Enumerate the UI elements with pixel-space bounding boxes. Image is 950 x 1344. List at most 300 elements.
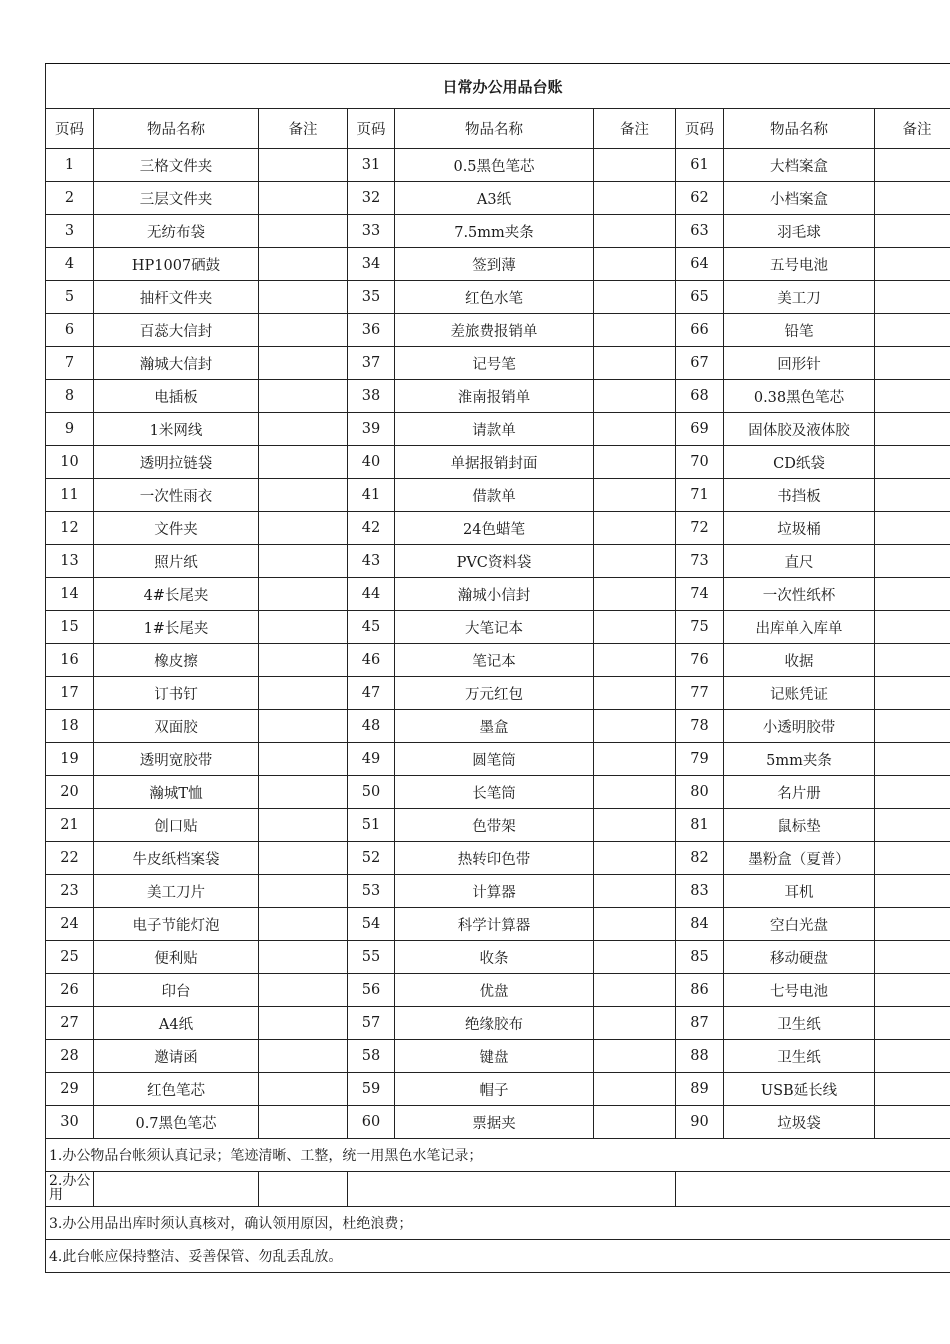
remark-cell bbox=[259, 149, 348, 182]
remark-cell bbox=[594, 1007, 676, 1040]
page-number-cell: 80 bbox=[676, 776, 724, 809]
page-number-cell: 20 bbox=[46, 776, 94, 809]
item-name-cell: 墨盒 bbox=[395, 710, 594, 743]
remark-cell bbox=[875, 479, 950, 512]
page-number-cell: 39 bbox=[348, 413, 395, 446]
page-number-cell: 74 bbox=[676, 578, 724, 611]
remark-cell bbox=[594, 875, 676, 908]
table-row bbox=[46, 413, 950, 446]
page-number-cell: 10 bbox=[46, 446, 94, 479]
page-number-cell: 81 bbox=[676, 809, 724, 842]
remark-cell bbox=[259, 1106, 348, 1139]
item-name-cell: 书挡板 bbox=[724, 479, 875, 512]
page-number-cell: 84 bbox=[676, 908, 724, 941]
page-number-cell: 44 bbox=[348, 578, 395, 611]
table-row bbox=[46, 1007, 950, 1040]
table-row bbox=[46, 908, 950, 941]
item-name-cell: 红色笔芯 bbox=[94, 1073, 259, 1106]
page-number-cell: 13 bbox=[46, 545, 94, 578]
item-name-cell: 1#长尾夹 bbox=[94, 611, 259, 644]
item-name-cell: 三格文件夹 bbox=[94, 149, 259, 182]
page-number-cell: 29 bbox=[46, 1073, 94, 1106]
note-4: 4.此台帐应保持整洁、妥善保管、勿乱丢乱放。 bbox=[46, 1240, 950, 1273]
remark-cell bbox=[594, 380, 676, 413]
item-name-cell: 大档案盒 bbox=[724, 149, 875, 182]
page-number-cell: 42 bbox=[348, 512, 395, 545]
page-number-cell: 65 bbox=[676, 281, 724, 314]
header-row bbox=[46, 109, 950, 149]
header-page-no: 页码 bbox=[46, 109, 94, 149]
page-number-cell: 64 bbox=[676, 248, 724, 281]
table-row bbox=[46, 842, 950, 875]
item-name-cell: 1米网线 bbox=[94, 413, 259, 446]
remark-cell bbox=[259, 776, 348, 809]
remark-cell bbox=[594, 182, 676, 215]
remark-cell bbox=[259, 182, 348, 215]
page-number-cell: 76 bbox=[676, 644, 724, 677]
remark-cell bbox=[259, 512, 348, 545]
item-name-cell: 邀请函 bbox=[94, 1040, 259, 1073]
header-item-name: 物品名称 bbox=[94, 109, 259, 149]
item-name-cell: USB延长线 bbox=[724, 1073, 875, 1106]
remark-cell bbox=[594, 974, 676, 1007]
remark-cell bbox=[259, 611, 348, 644]
table-row bbox=[46, 347, 950, 380]
page-number-cell: 5 bbox=[46, 281, 94, 314]
page-number-cell: 90 bbox=[676, 1106, 724, 1139]
page-number-cell: 14 bbox=[46, 578, 94, 611]
item-name-cell: 记号笔 bbox=[395, 347, 594, 380]
remark-cell bbox=[259, 677, 348, 710]
item-name-cell: 一次性纸杯 bbox=[724, 578, 875, 611]
table-row bbox=[46, 479, 950, 512]
item-name-cell: 美工刀片 bbox=[94, 875, 259, 908]
item-name-cell: 绝缘胶布 bbox=[395, 1007, 594, 1040]
item-name-cell: 出库单入库单 bbox=[724, 611, 875, 644]
page-number-cell: 25 bbox=[46, 941, 94, 974]
remark-cell bbox=[259, 809, 348, 842]
item-name-cell: PVC资料袋 bbox=[395, 545, 594, 578]
page-number-cell: 75 bbox=[676, 611, 724, 644]
item-name-cell: 小透明胶带 bbox=[724, 710, 875, 743]
item-name-cell: A3纸 bbox=[395, 182, 594, 215]
remark-cell bbox=[594, 743, 676, 776]
header-remark: 备注 bbox=[875, 109, 950, 149]
item-name-cell: 双面胶 bbox=[94, 710, 259, 743]
note-row-4 bbox=[46, 1240, 950, 1273]
remark-cell bbox=[259, 413, 348, 446]
item-name-cell: 移动硬盘 bbox=[724, 941, 875, 974]
remark-cell bbox=[875, 578, 950, 611]
item-name-cell: 色带架 bbox=[395, 809, 594, 842]
page-number-cell: 18 bbox=[46, 710, 94, 743]
item-name-cell: 7.5mm夹条 bbox=[395, 215, 594, 248]
page-number-cell: 68 bbox=[676, 380, 724, 413]
page-number-cell: 7 bbox=[46, 347, 94, 380]
page-number-cell: 52 bbox=[348, 842, 395, 875]
table-row bbox=[46, 644, 950, 677]
remark-cell bbox=[875, 314, 950, 347]
page-number-cell: 1 bbox=[46, 149, 94, 182]
table-row bbox=[46, 1106, 950, 1139]
page-number-cell: 88 bbox=[676, 1040, 724, 1073]
remark-cell bbox=[594, 776, 676, 809]
page-number-cell: 16 bbox=[46, 644, 94, 677]
table-row bbox=[46, 875, 950, 908]
remark-cell bbox=[594, 578, 676, 611]
item-name-cell: 印台 bbox=[94, 974, 259, 1007]
note-2-blank bbox=[676, 1172, 950, 1207]
item-name-cell: 五号电池 bbox=[724, 248, 875, 281]
page-number-cell: 69 bbox=[676, 413, 724, 446]
note-1: 1.办公物品台帐须认真记录；笔迹清晰、工整，统一用黑色水笔记录； bbox=[46, 1139, 950, 1172]
page-number-cell: 11 bbox=[46, 479, 94, 512]
remark-cell bbox=[259, 578, 348, 611]
remark-cell bbox=[259, 743, 348, 776]
page-number-cell: 15 bbox=[46, 611, 94, 644]
item-name-cell: 签到薄 bbox=[395, 248, 594, 281]
remark-cell bbox=[594, 1073, 676, 1106]
item-name-cell: 小档案盒 bbox=[724, 182, 875, 215]
page-number-cell: 82 bbox=[676, 842, 724, 875]
page-number-cell: 40 bbox=[348, 446, 395, 479]
remark-cell bbox=[594, 479, 676, 512]
table-row bbox=[46, 776, 950, 809]
item-name-cell: 红色水笔 bbox=[395, 281, 594, 314]
item-name-cell: 长笔筒 bbox=[395, 776, 594, 809]
remark-cell bbox=[875, 182, 950, 215]
page-number-cell: 61 bbox=[676, 149, 724, 182]
header-page-no: 页码 bbox=[676, 109, 724, 149]
remark-cell bbox=[594, 710, 676, 743]
remark-cell bbox=[875, 941, 950, 974]
item-name-cell: 透明拉链袋 bbox=[94, 446, 259, 479]
item-name-cell: 无纺布袋 bbox=[94, 215, 259, 248]
item-name-cell: 橡皮擦 bbox=[94, 644, 259, 677]
note-row-1 bbox=[46, 1139, 950, 1172]
remark-cell bbox=[594, 545, 676, 578]
item-name-cell: 瀚城大信封 bbox=[94, 347, 259, 380]
page-number-cell: 35 bbox=[348, 281, 395, 314]
page-number-cell: 23 bbox=[46, 875, 94, 908]
page-number-cell: 17 bbox=[46, 677, 94, 710]
remark-cell bbox=[875, 1106, 950, 1139]
remark-cell bbox=[259, 446, 348, 479]
page-number-cell: 55 bbox=[348, 941, 395, 974]
remark-cell bbox=[875, 710, 950, 743]
page-number-cell: 83 bbox=[676, 875, 724, 908]
page-number-cell: 58 bbox=[348, 1040, 395, 1073]
remark-cell bbox=[875, 974, 950, 1007]
remark-cell bbox=[259, 842, 348, 875]
page-number-cell: 59 bbox=[348, 1073, 395, 1106]
item-name-cell: CD纸袋 bbox=[724, 446, 875, 479]
remark-cell bbox=[875, 512, 950, 545]
remark-cell bbox=[875, 413, 950, 446]
remark-cell bbox=[594, 149, 676, 182]
table-row bbox=[46, 380, 950, 413]
item-name-cell: 科学计算器 bbox=[395, 908, 594, 941]
item-name-cell: 票据夹 bbox=[395, 1106, 594, 1139]
item-name-cell: 0.38黑色笔芯 bbox=[724, 380, 875, 413]
remark-cell bbox=[875, 611, 950, 644]
remark-cell bbox=[594, 446, 676, 479]
item-name-cell: 4#长尾夹 bbox=[94, 578, 259, 611]
item-name-cell: 笔记本 bbox=[395, 644, 594, 677]
page-number-cell: 66 bbox=[676, 314, 724, 347]
remark-cell bbox=[594, 677, 676, 710]
page-number-cell: 31 bbox=[348, 149, 395, 182]
remark-cell bbox=[259, 875, 348, 908]
remark-cell bbox=[875, 842, 950, 875]
page-number-cell: 32 bbox=[348, 182, 395, 215]
item-name-cell: 借款单 bbox=[395, 479, 594, 512]
item-name-cell: 铅笔 bbox=[724, 314, 875, 347]
item-name-cell: 瀚城小信封 bbox=[395, 578, 594, 611]
page-number-cell: 22 bbox=[46, 842, 94, 875]
item-name-cell: 卫生纸 bbox=[724, 1007, 875, 1040]
item-name-cell: 圆笔筒 bbox=[395, 743, 594, 776]
note-2-blank bbox=[348, 1172, 676, 1207]
item-name-cell: 羽毛球 bbox=[724, 215, 875, 248]
header-remark: 备注 bbox=[594, 109, 676, 149]
table-row bbox=[46, 1040, 950, 1073]
remark-cell bbox=[594, 611, 676, 644]
page-number-cell: 19 bbox=[46, 743, 94, 776]
page-number-cell: 51 bbox=[348, 809, 395, 842]
remark-cell bbox=[875, 1007, 950, 1040]
item-name-cell: 透明宽胶带 bbox=[94, 743, 259, 776]
note-3: 3.办公用品出库时须认真核对，确认领用原因，杜绝浪费； bbox=[46, 1207, 950, 1240]
table-row bbox=[46, 743, 950, 776]
page-number-cell: 87 bbox=[676, 1007, 724, 1040]
page-number-cell: 30 bbox=[46, 1106, 94, 1139]
remark-cell bbox=[259, 545, 348, 578]
item-name-cell: 百蕊大信封 bbox=[94, 314, 259, 347]
page-number-cell: 12 bbox=[46, 512, 94, 545]
page-number-cell: 53 bbox=[348, 875, 395, 908]
item-name-cell: 鼠标垫 bbox=[724, 809, 875, 842]
remark-cell bbox=[875, 809, 950, 842]
item-name-cell: 大笔记本 bbox=[395, 611, 594, 644]
page-number-cell: 4 bbox=[46, 248, 94, 281]
remark-cell bbox=[875, 545, 950, 578]
remark-cell bbox=[594, 809, 676, 842]
ledger-table bbox=[45, 63, 950, 1273]
remark-cell bbox=[875, 248, 950, 281]
remark-cell bbox=[875, 446, 950, 479]
item-name-cell: 24色蜡笔 bbox=[395, 512, 594, 545]
item-name-cell: 创口贴 bbox=[94, 809, 259, 842]
remark-cell bbox=[594, 941, 676, 974]
note-2-blank bbox=[94, 1172, 259, 1207]
page-number-cell: 9 bbox=[46, 413, 94, 446]
item-name-cell: 差旅费报销单 bbox=[395, 314, 594, 347]
page-number-cell: 70 bbox=[676, 446, 724, 479]
remark-cell bbox=[259, 314, 348, 347]
table-row bbox=[46, 281, 950, 314]
page-number-cell: 56 bbox=[348, 974, 395, 1007]
page-number-cell: 27 bbox=[46, 1007, 94, 1040]
item-name-cell: 墨粉盒（夏普） bbox=[724, 842, 875, 875]
page-number-cell: 48 bbox=[348, 710, 395, 743]
remark-cell bbox=[594, 842, 676, 875]
item-name-cell: A4纸 bbox=[94, 1007, 259, 1040]
page-number-cell: 28 bbox=[46, 1040, 94, 1073]
header-remark: 备注 bbox=[259, 109, 348, 149]
page-number-cell: 79 bbox=[676, 743, 724, 776]
page-number-cell: 41 bbox=[348, 479, 395, 512]
remark-cell bbox=[594, 512, 676, 545]
page-number-cell: 47 bbox=[348, 677, 395, 710]
remark-cell bbox=[875, 776, 950, 809]
item-name-cell: 三层文件夹 bbox=[94, 182, 259, 215]
remark-cell bbox=[875, 281, 950, 314]
item-name-cell: 电插板 bbox=[94, 380, 259, 413]
table-row bbox=[46, 149, 950, 182]
item-name-cell: 订书钉 bbox=[94, 677, 259, 710]
remark-cell bbox=[875, 1073, 950, 1106]
item-name-cell: 0.7黑色笔芯 bbox=[94, 1106, 259, 1139]
page-number-cell: 34 bbox=[348, 248, 395, 281]
page-number-cell: 21 bbox=[46, 809, 94, 842]
table-row bbox=[46, 215, 950, 248]
header-item-name: 物品名称 bbox=[395, 109, 594, 149]
page-number-cell: 38 bbox=[348, 380, 395, 413]
remark-cell bbox=[259, 710, 348, 743]
item-name-cell: 牛皮纸档案袋 bbox=[94, 842, 259, 875]
page-number-cell: 54 bbox=[348, 908, 395, 941]
item-name-cell: 耳机 bbox=[724, 875, 875, 908]
header-page-no: 页码 bbox=[348, 109, 395, 149]
table-row bbox=[46, 1073, 950, 1106]
remark-cell bbox=[259, 248, 348, 281]
item-name-cell: 七号电池 bbox=[724, 974, 875, 1007]
page-number-cell: 78 bbox=[676, 710, 724, 743]
note-row-2 bbox=[46, 1172, 950, 1207]
item-name-cell: 键盘 bbox=[395, 1040, 594, 1073]
remark-cell bbox=[259, 974, 348, 1007]
table-row bbox=[46, 578, 950, 611]
remark-cell bbox=[594, 908, 676, 941]
remark-cell bbox=[594, 248, 676, 281]
remark-cell bbox=[875, 380, 950, 413]
title-row bbox=[46, 64, 950, 109]
item-name-cell: 美工刀 bbox=[724, 281, 875, 314]
item-name-cell: 瀚城T恤 bbox=[94, 776, 259, 809]
remark-cell bbox=[875, 908, 950, 941]
table-row bbox=[46, 677, 950, 710]
page-number-cell: 57 bbox=[348, 1007, 395, 1040]
header-item-name: 物品名称 bbox=[724, 109, 875, 149]
remark-cell bbox=[875, 743, 950, 776]
page-number-cell: 37 bbox=[348, 347, 395, 380]
page-number-cell: 67 bbox=[676, 347, 724, 380]
remark-cell bbox=[259, 644, 348, 677]
page-number-cell: 26 bbox=[46, 974, 94, 1007]
ledger-body bbox=[46, 64, 950, 1273]
item-name-cell: 收条 bbox=[395, 941, 594, 974]
remark-cell bbox=[875, 149, 950, 182]
table-row bbox=[46, 974, 950, 1007]
note-2-blank bbox=[259, 1172, 348, 1207]
remark-cell bbox=[259, 941, 348, 974]
page-number-cell: 60 bbox=[348, 1106, 395, 1139]
remark-cell bbox=[594, 215, 676, 248]
item-name-cell: 万元红包 bbox=[395, 677, 594, 710]
page-number-cell: 62 bbox=[676, 182, 724, 215]
page-number-cell: 6 bbox=[46, 314, 94, 347]
item-name-cell: HP1007硒鼓 bbox=[94, 248, 259, 281]
remark-cell bbox=[259, 908, 348, 941]
table-row bbox=[46, 710, 950, 743]
item-name-cell: 一次性雨衣 bbox=[94, 479, 259, 512]
page-number-cell: 85 bbox=[676, 941, 724, 974]
item-name-cell: 回形针 bbox=[724, 347, 875, 380]
item-name-cell: 便利贴 bbox=[94, 941, 259, 974]
remark-cell bbox=[259, 1007, 348, 1040]
remark-cell bbox=[594, 1106, 676, 1139]
table-row bbox=[46, 446, 950, 479]
item-name-cell: 优盘 bbox=[395, 974, 594, 1007]
page-number-cell: 50 bbox=[348, 776, 395, 809]
remark-cell bbox=[594, 314, 676, 347]
page-number-cell: 73 bbox=[676, 545, 724, 578]
table-row bbox=[46, 248, 950, 281]
page-number-cell: 2 bbox=[46, 182, 94, 215]
page-number-cell: 89 bbox=[676, 1073, 724, 1106]
remark-cell bbox=[594, 347, 676, 380]
item-name-cell: 固体胶及液体胶 bbox=[724, 413, 875, 446]
page-number-cell: 3 bbox=[46, 215, 94, 248]
remark-cell bbox=[259, 1073, 348, 1106]
remark-cell bbox=[875, 875, 950, 908]
remark-cell bbox=[259, 281, 348, 314]
remark-cell bbox=[594, 1040, 676, 1073]
remark-cell bbox=[875, 1040, 950, 1073]
table-row bbox=[46, 512, 950, 545]
page-number-cell: 77 bbox=[676, 677, 724, 710]
note-2: 2.办公用 bbox=[46, 1172, 94, 1207]
page-number-cell: 72 bbox=[676, 512, 724, 545]
item-name-cell: 电子节能灯泡 bbox=[94, 908, 259, 941]
page-number-cell: 45 bbox=[348, 611, 395, 644]
item-name-cell: 帽子 bbox=[395, 1073, 594, 1106]
item-name-cell: 5mm夹条 bbox=[724, 743, 875, 776]
remark-cell bbox=[594, 644, 676, 677]
remark-cell bbox=[594, 281, 676, 314]
ledger-sheet bbox=[45, 63, 932, 1273]
item-name-cell: 垃圾袋 bbox=[724, 1106, 875, 1139]
page-number-cell: 24 bbox=[46, 908, 94, 941]
item-name-cell: 计算器 bbox=[395, 875, 594, 908]
remark-cell bbox=[259, 479, 348, 512]
remark-cell bbox=[259, 380, 348, 413]
item-name-cell: 热转印色带 bbox=[395, 842, 594, 875]
item-name-cell: 名片册 bbox=[724, 776, 875, 809]
page-number-cell: 36 bbox=[348, 314, 395, 347]
table-row bbox=[46, 611, 950, 644]
item-name-cell: 卫生纸 bbox=[724, 1040, 875, 1073]
remark-cell bbox=[259, 347, 348, 380]
page-number-cell: 63 bbox=[676, 215, 724, 248]
item-name-cell: 垃圾桶 bbox=[724, 512, 875, 545]
sheet-title: 日常办公用品台账 bbox=[46, 64, 950, 109]
page-number-cell: 71 bbox=[676, 479, 724, 512]
page-number-cell: 43 bbox=[348, 545, 395, 578]
page-number-cell: 33 bbox=[348, 215, 395, 248]
item-name-cell: 收据 bbox=[724, 644, 875, 677]
